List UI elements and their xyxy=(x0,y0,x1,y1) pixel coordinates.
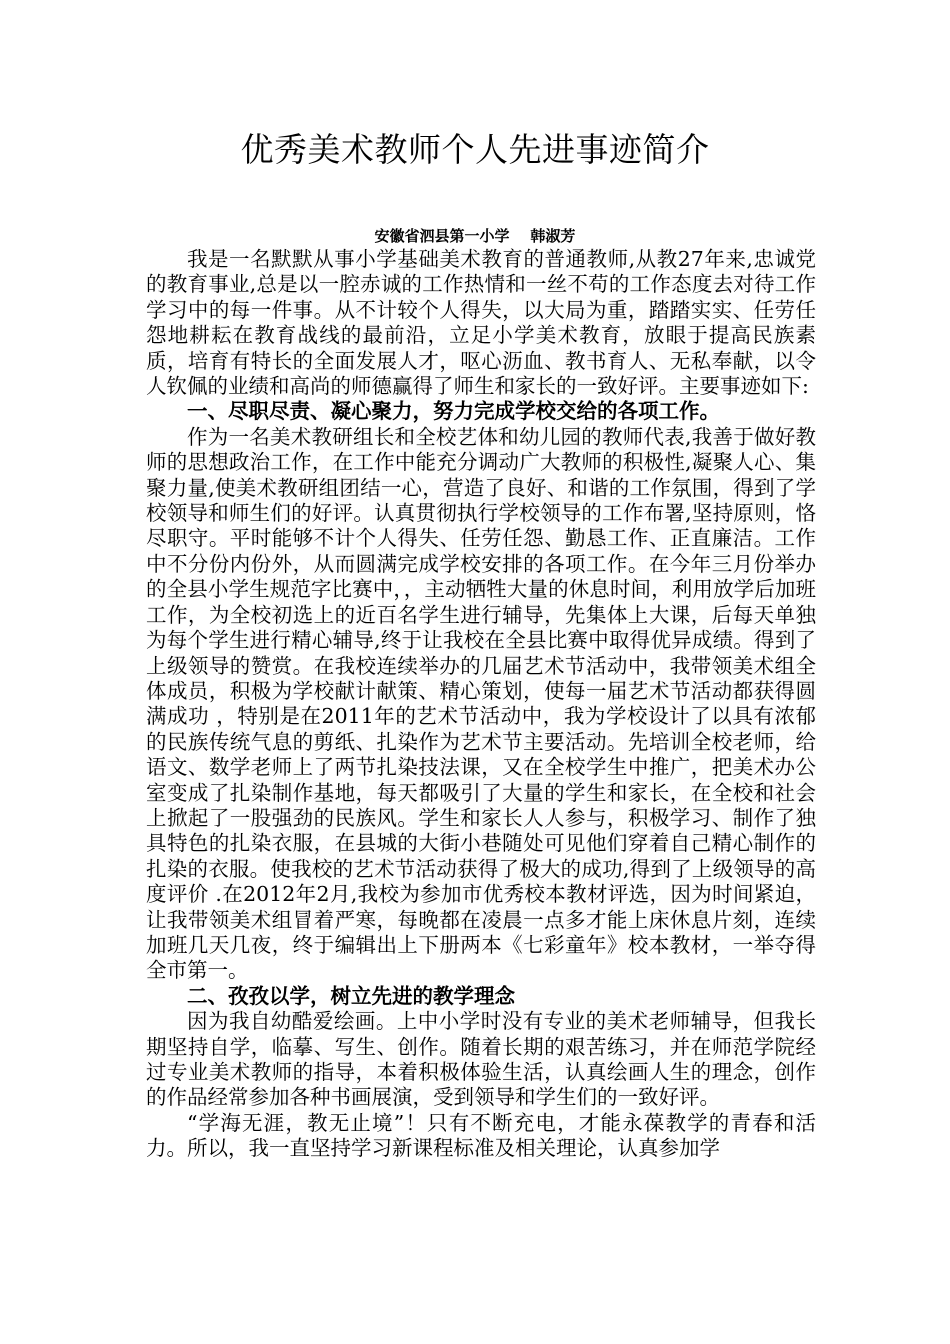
document-title: 优秀美术教师个人先进事迹简介 xyxy=(240,130,710,169)
author-line: 安徽省泗县第一小学 韩淑芳 xyxy=(374,227,576,245)
section-heading-2: 二、孜孜以学，树立先进的教学理念 xyxy=(187,983,515,1008)
section-2-paragraph-2: “学海无涯，教无止境”！只有不断充电，才能永葆教学的青春和活力。所以，我一直坚持学习新课程标准及相关理论，认真参加学 xyxy=(146,1110,816,1161)
intro-paragraph: 我是一名默默从事小学基础美术教育的普通教师,从教27年来,忠诚党的教育事业,总是以一腔赤诚的工作热情和一丝不苟的工作态度去对待工作学习中的每一件事。从不计较个人得失，以大局为重，踏踏实实、任劳任怨地耕耘在教育战线的最前沿，立足小学美术教育，放眼于提高民族素质，培育有特长的全面发展人才，呕心沥血、教书育人、无私奉献，以令人钦佩的业绩和高尚的师德赢得了师生和家长的一致好评。主要事迹如下: xyxy=(146,247,816,399)
document-body xyxy=(146,247,816,1162)
section-heading-1: 一、尽职尽责、凝心聚力，努力完成学校交给的各项工作。 xyxy=(187,399,720,424)
section-1-paragraph: 作为一名美术教研组长和全校艺体和幼儿园的教师代表,我善于做好教师的思想政治工作，在工作中能充分调动广大教师的积极性,凝聚人心、集聚力量,使美术教研组团结一心，营造了良好、和谐的工作氛围，得到了学校领导和师生们的好评。认真贯彻执行学校领导的工作布署,坚持原则，恪尽职守。平时能够不计个人得失、任劳任怨、勤恳工作、正直廉洁。工作中不分份内份外，从而圆满完成学校安排的各项工作。在今年三月份举办的全县小学生规范字比赛中，，主动牺牲大量的休息时间，利用放学后加班工作，为全校初选上的近百名学生进行辅导，先集体上大课，后每天单独为每个学生进行精心辅导,终于让我校在全县比赛中取得优异成绩。得到了上级领导的赞赏。在我校连续举办的几届艺术节活动中，我带领美术组全体成员，积极为学校献计献策、精心策划，使每一届艺术节活动都获得圆满成功 ，特别是在2011年的艺术节活动中，我为学校设计了以具有浓郁的民族传统气息的剪纸、扎染作为艺术节主要活动。先培训全校老师，给语文、数学老师上了两节扎染技法课，又在全校学生中推广，把美术办公室变成了扎染制作基地，每天都吸引了大量的学生和家长，在全校和社会上掀起了一股强劲的民族风。学生和家长人人参与，积极学习、制作了独具特色的扎染衣服，在县城的大街小巷随处可见他们穿着自己精心制作的扎染的衣服。使我校的艺术节活动获得了极大的成功,得到了上级领导的高度评价 .在2012年2月,我校为参加市优秀校本教材评选，因为时间紧迫，让我带领美术组冒着严寒，每晚都在凌晨一点多才能上床休息片刻，连续加班几天几夜，终于编辑出上下册两本《七彩童年》校本教材，一举夺得全市第一。 xyxy=(146,424,816,983)
section-2-paragraph-1: 因为我自幼酷爱绘画。上中小学时没有专业的美术老师辅导，但我长期坚持自学，临摹、写生、创作。随着长期的艰苦练习，并在师范学院经过专业美术教师的指导，本着积极体验生活，认真绘画人生的理念，创作的作品经常参加各种书画展演，受到领导和学生们的一致好评。 xyxy=(146,1009,816,1110)
